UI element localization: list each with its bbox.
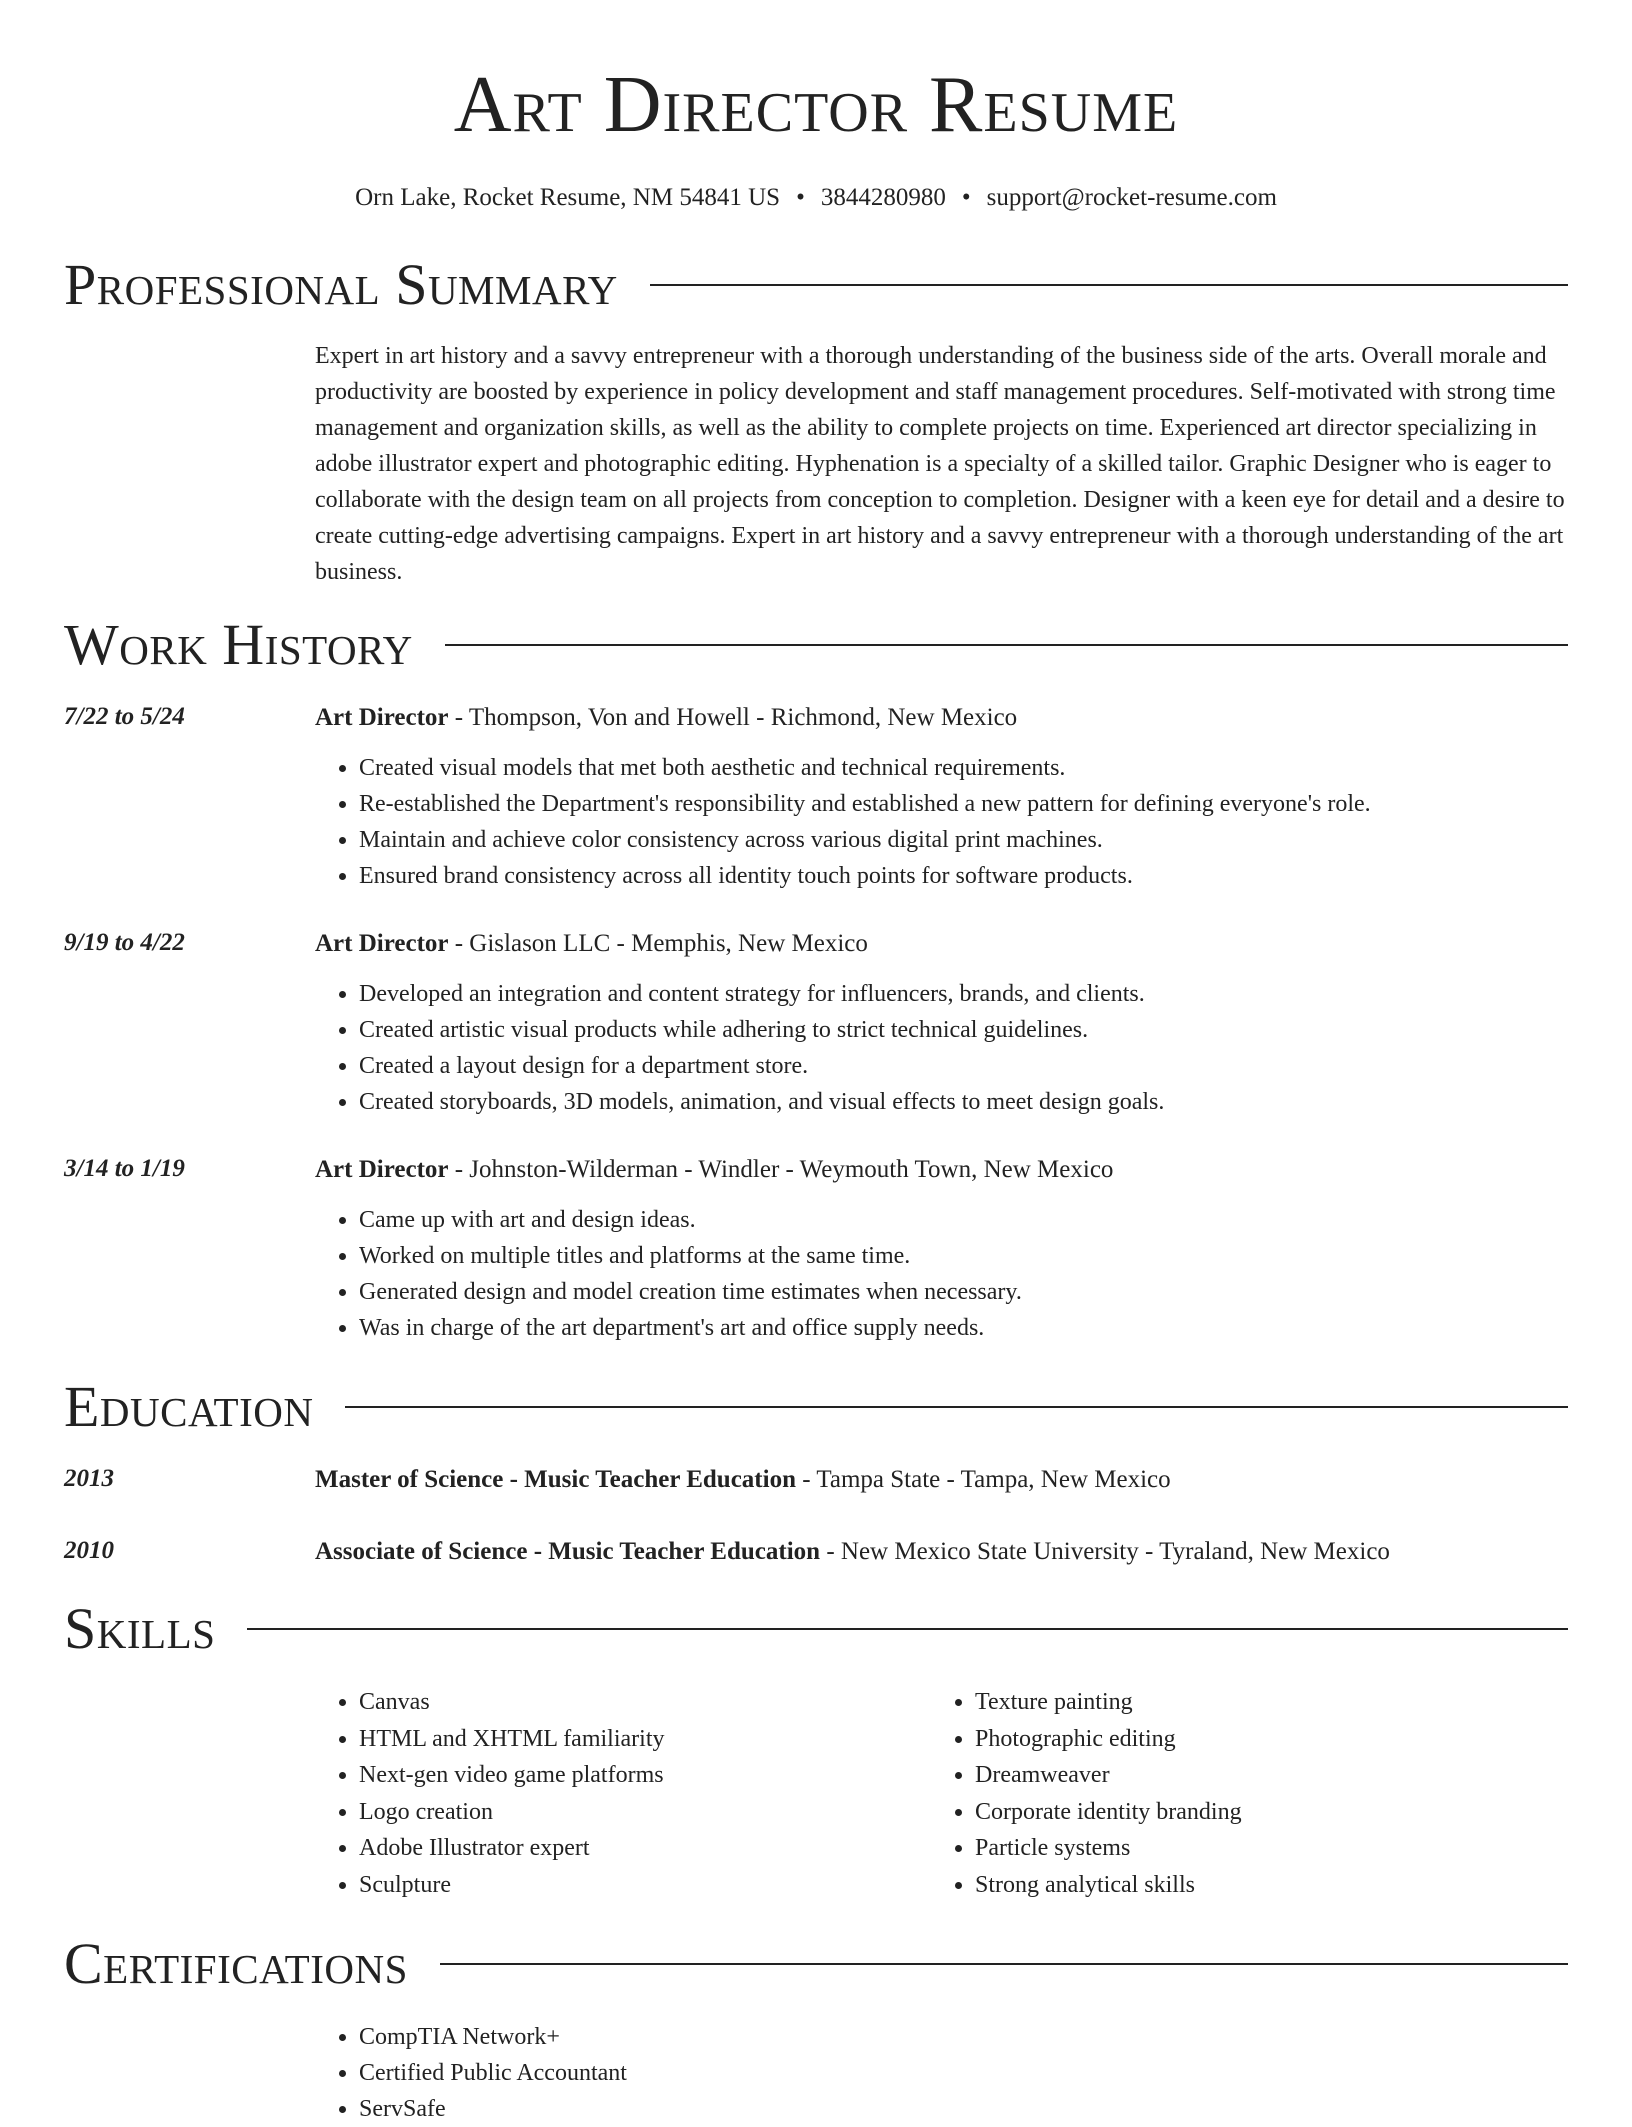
page-title: Art Director Resume xyxy=(453,61,1179,149)
contact-line xyxy=(64,182,1568,214)
section-divider xyxy=(345,1406,1568,1408)
certifications-heading: Certifications xyxy=(64,1931,408,1996)
contact-separator: • xyxy=(961,184,971,211)
list-item: • Worked on multiple titles and platforms at the same time. xyxy=(359,1238,1568,1274)
contact-separator: • xyxy=(796,184,805,211)
job-bullets xyxy=(315,1202,1568,1346)
list-item: • Dreamweaver xyxy=(975,1757,1242,1794)
list-item: • Next-gen video game platforms xyxy=(359,1757,931,1794)
job-entry xyxy=(64,926,1568,1120)
job-title: Art Director xyxy=(315,704,449,731)
contact-email: support@rocket-resume.com xyxy=(986,184,1277,211)
list-item: • Created a layout design for a department store. xyxy=(359,1048,1568,1084)
list-item: • Canvas xyxy=(359,1684,931,1721)
summary-heading: Professional Summary xyxy=(64,252,618,317)
job-bullets xyxy=(315,976,1568,1120)
education-entry xyxy=(64,1462,1568,1498)
work-section-header xyxy=(64,610,1568,680)
skills-column-2 xyxy=(931,1684,1242,1903)
job-details: - Gislason LLC - Memphis, New Mexico xyxy=(448,930,868,957)
education-entry xyxy=(64,1534,1568,1570)
job-entry xyxy=(64,700,1568,894)
education-year: 2013 xyxy=(64,1465,114,1492)
list-item: • Generated design and model creation time estimates when necessary. xyxy=(359,1274,1568,1310)
list-item: • HTML and XHTML familiarity xyxy=(359,1721,931,1758)
list-item: • Strong analytical skills xyxy=(975,1867,1242,1904)
education-degree: Associate of Science - Music Teacher Education xyxy=(315,1538,821,1565)
contact-address: Orn Lake, Rocket Resume, NM 54841 US xyxy=(355,184,781,211)
job-dates: 9/19 to 4/22 xyxy=(64,929,185,956)
job-dates: 3/14 to 1/19 xyxy=(64,1155,185,1182)
list-item: • Sculpture xyxy=(359,1867,931,1904)
list-item: • Texture painting xyxy=(975,1684,1242,1721)
job-heading xyxy=(315,926,1568,962)
list-item: • Adobe Illustrator expert xyxy=(359,1830,931,1867)
list-item: • Developed an integration and content strategy for influencers, brands, and clients. xyxy=(359,976,1568,1012)
skills-section-header xyxy=(64,1594,1568,1664)
list-item: • Created storyboards, 3D models, animation, and visual effects to meet design goals. xyxy=(359,1084,1568,1120)
list-item: • Logo creation xyxy=(359,1794,931,1831)
list-item: • Created artistic visual products while adhering to strict technical guidelines. xyxy=(359,1012,1568,1048)
section-divider xyxy=(445,644,1568,646)
list-item: • Certified Public Accountant xyxy=(359,2055,1568,2091)
job-title: Art Director xyxy=(315,930,449,957)
summary-text: Expert in art history and a savvy entrepreneur with a thorough understanding of the business side of the arts. Overall morale and productivity are boosted by experience in policy development and staff management procedures. Self-motivated with strong time management and organization skills, as well as the ability to complete projects on time. Experienced art director specializing in adobe illustrator expert and photographic editing. Hyphenation is a specialty of a skilled tailor. Graphic Designer who is eager to collaborate with the design team on all projects from conception to completion. Designer with a keen eye for detail and a desire to create cutting-edge advertising campaigns. Expert in art history and a savvy entrepreneur with a thorough understanding of the art business. xyxy=(315,343,1565,585)
job-heading xyxy=(315,1152,1568,1188)
skills-column-1 xyxy=(315,1684,931,1903)
certifications-section-header xyxy=(64,1929,1568,1999)
job-entry xyxy=(64,1152,1568,1346)
list-item: • Particle systems xyxy=(975,1830,1242,1867)
skills-heading: Skills xyxy=(64,1596,216,1661)
job-bullets xyxy=(315,750,1568,894)
job-details: - Thompson, Von and Howell - Richmond, New Mexico xyxy=(448,704,1018,731)
education-year: 2010 xyxy=(64,1537,114,1564)
section-divider xyxy=(650,284,1568,286)
contact-phone: 3844280980 xyxy=(820,184,946,211)
list-item: • CompTIA Network+ xyxy=(359,2019,1568,2055)
job-details: - Johnston-Wilderman - Windler - Weymouth Town, New Mexico xyxy=(448,1156,1114,1183)
work-heading: Work History xyxy=(64,612,413,677)
certifications-list xyxy=(315,2019,1568,2127)
list-item: • Re-established the Department's responsibility and established a new pattern for defining everyone's role. xyxy=(359,786,1568,822)
job-title: Art Director xyxy=(315,1156,449,1183)
education-details: - New Mexico State University - Tyraland, New Mexico xyxy=(820,1538,1390,1565)
list-item: • Maintain and achieve color consistency across various digital print machines. xyxy=(359,822,1568,858)
skills-list xyxy=(315,1684,1568,1903)
job-dates: 7/22 to 5/24 xyxy=(64,703,185,730)
education-details: - Tampa State - Tampa, New Mexico xyxy=(795,1466,1171,1493)
list-item: • Ensured brand consistency across all identity touch points for software products. xyxy=(359,858,1568,894)
list-item: • Corporate identity branding xyxy=(975,1794,1242,1831)
list-item: • ServSafe xyxy=(359,2091,1568,2127)
section-divider xyxy=(440,1963,1568,1965)
education-heading: Education xyxy=(64,1374,314,1439)
summary-section-header xyxy=(64,250,1568,320)
education-degree: Master of Science - Music Teacher Education xyxy=(315,1466,796,1493)
education-section-header xyxy=(64,1372,1568,1442)
list-item: • Came up with art and design ideas. xyxy=(359,1202,1568,1238)
job-heading xyxy=(315,700,1568,736)
list-item: • Was in charge of the art department's art and office supply needs. xyxy=(359,1310,1568,1346)
list-item: • Created visual models that met both aesthetic and technical requirements. xyxy=(359,750,1568,786)
list-item: • Photographic editing xyxy=(975,1721,1242,1758)
section-divider xyxy=(247,1628,1568,1630)
